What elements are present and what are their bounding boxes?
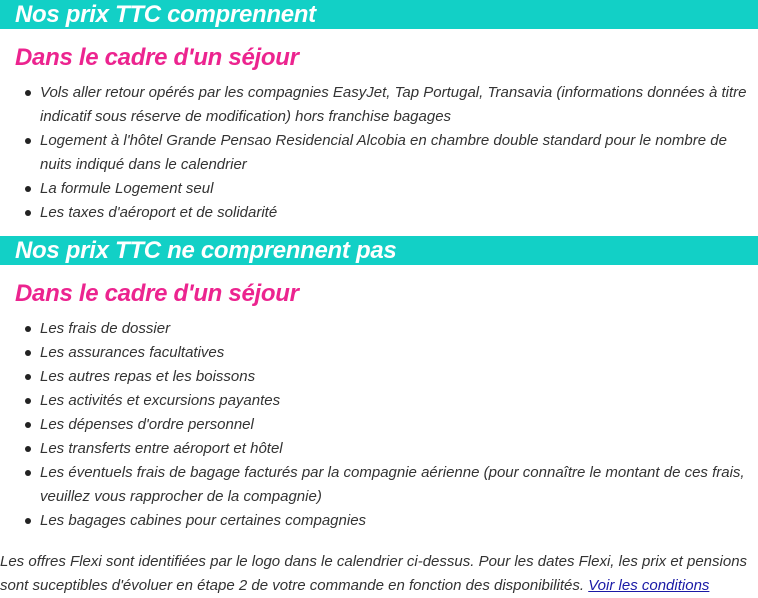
- excluded-list: [0, 317, 758, 533]
- included-list: [0, 81, 758, 225]
- list-item: Les activités et excursions payantes: [40, 389, 758, 413]
- included-section: [0, 0, 758, 225]
- list-item: Les dépenses d'ordre personnel: [40, 413, 758, 437]
- flexi-notice-text: Les offres Flexi sont identifiées par le logo dans le calendrier ci-dessus. Pour les dates Flexi, les prix et pensions sont suceptibles d'évoluer en étape 2 de votre commande en fonction des disponibilités.: [0, 553, 748, 594]
- excluded-subheading: Dans le cadre d'un séjour: [15, 280, 299, 307]
- list-item: Les frais de dossier: [40, 317, 758, 341]
- list-item: Les bagages cabines pour certaines compagnies: [40, 509, 758, 533]
- list-item: La formule Logement seul: [40, 177, 758, 201]
- list-item: Vols aller retour opérés par les compagnies EasyJet, Tap Portugal, Transavia (informations données à titre indicatif sous réserve de modification) hors franchise bagages: [40, 81, 758, 129]
- included-subheading: Dans le cadre d'un séjour: [15, 44, 299, 71]
- excluded-heading: Nos prix TTC ne comprennent pas: [0, 236, 758, 265]
- list-item: Les taxes d'aéroport et de solidarité: [40, 201, 758, 225]
- list-item: Les assurances facultatives: [40, 341, 758, 365]
- list-item: Les éventuels frais de bagage facturés par la compagnie aérienne (pour connaître le montant de ces frais, veuillez vous rapprocher de la compagnie): [40, 461, 758, 509]
- flexi-notice: [0, 550, 758, 598]
- list-item: Les transferts entre aéroport et hôtel: [40, 437, 758, 461]
- excluded-section: [0, 236, 758, 533]
- list-item: Les autres repas et les boissons: [40, 365, 758, 389]
- conditions-link[interactable]: Voir les conditions: [588, 577, 710, 594]
- included-heading: Nos prix TTC comprennent: [0, 0, 758, 29]
- list-item: Logement à l'hôtel Grande Pensao Residencial Alcobia en chambre double standard pour le nombre de nuits indiqué dans le calendrier: [40, 129, 758, 177]
